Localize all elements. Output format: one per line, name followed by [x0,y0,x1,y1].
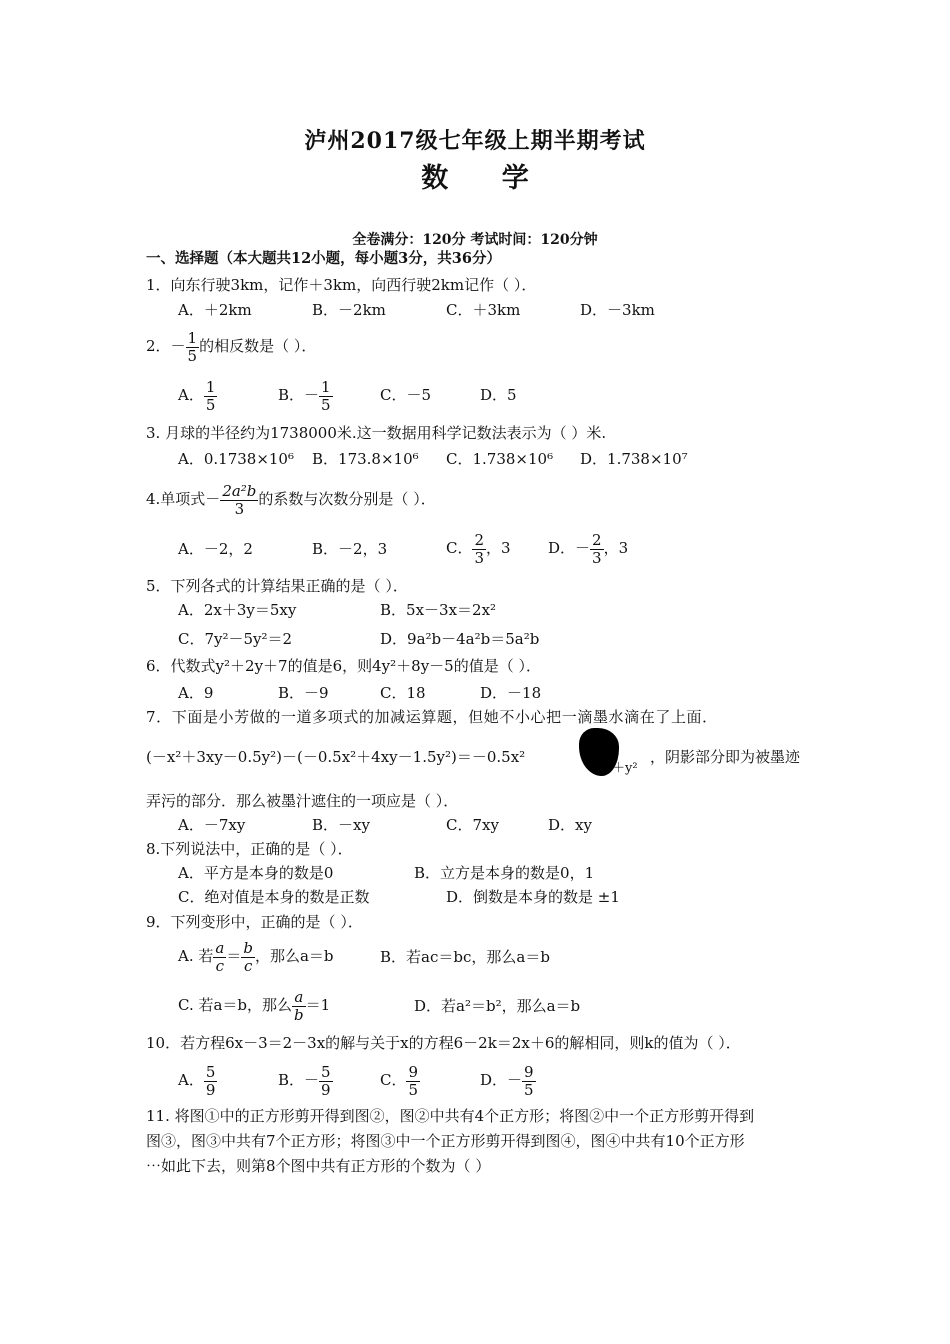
q2-b-num: 1 [321,377,331,396]
q10-c-label: C． [380,1071,407,1089]
q5-stem: 5．下列各式的计算结果正确的是（ ）． [146,577,408,595]
q9-a-fraction1 [213,940,226,975]
q4-den: 3 [234,499,245,518]
q10-c-den: 5 [408,1080,419,1099]
q9-c-den: b [294,1005,304,1024]
q10-a-fraction [204,1064,218,1099]
q10-option-a [178,1060,217,1100]
q2-b-label: B．－ [278,386,320,404]
q6-option-b: B．－9 [278,684,329,702]
q10-a-label: A． [178,1071,204,1089]
q4-option-b: B．－2，3 [312,540,388,558]
section-heading: 一、选择题（本大题共12小题，每小题3分，共36分） [146,250,501,267]
q7-stem: 7．下面是小芳做的一道多项式的加减运算题，但她不小心把一滴墨水滴在了上面． [146,708,718,726]
q9-a-eq: ＝ [226,947,242,965]
q6-option-d: D．－18 [480,684,542,702]
q9-a-label: A. 若 [178,947,214,965]
q9-option-a [178,936,334,976]
q5-option-b: B．5x－3x＝2x² [380,601,497,619]
q6-option-a: A．9 [178,684,214,702]
q10-b-fraction [319,1064,333,1099]
q9-a-tail: ，那么a＝b [254,947,334,965]
q10-c-fraction [406,1064,420,1099]
q10-a-num: 5 [205,1062,216,1081]
q2-fraction [186,330,200,365]
q8-stem: 8.下列说法中，正确的是（ ）． [146,840,353,858]
q9-option-d: D．若a²＝b²，那么a＝b [414,997,581,1015]
q7-option-c: C．7xy [446,816,499,834]
q11-line1: 11. 将图①中的正方形剪开得到图②，图②中共有4个正方形；将图②中一个正方形剪开得到 [146,1107,755,1125]
q7-option-a: A．－7xy [178,816,246,834]
q4-c-tail: ，3 [486,539,511,557]
q1-option-d: D．－3km [580,301,655,319]
q4-c-fraction [472,532,486,567]
q4-fraction [220,483,258,518]
q4-option-a: A．－2，2 [178,540,253,558]
subject-title: 数 学 [421,163,551,194]
q9-option-b: B．若ac＝bc，那么a＝b [380,948,550,966]
q3-option-a: A．0.1738×10⁶ [178,450,294,468]
q2-a-label: A． [178,386,204,404]
q2-a-fraction [204,379,218,414]
q3-option-c: C．1.738×10⁶ [446,450,554,468]
q8-option-a: A．平方是本身的数是0 [178,864,334,882]
q2-suffix: 的相反数是（ ）． [199,337,317,355]
q4-stem [146,479,436,519]
q9-a-num2: b [243,938,253,957]
q4-prefix: 4.单项式－ [146,490,221,508]
q2-num: 1 [187,328,198,347]
q8-option-c: C．绝对值是本身的数是正数 [178,888,370,906]
q4-option-d [548,528,628,568]
q4-num: 2a²b [222,481,257,500]
q2-option-b [278,375,333,415]
q10-d-label: D．－ [480,1071,523,1089]
q7-formula-left: (－x²＋3xy－0.5y²)－(－0.5x²＋4xy－1.5y²)＝－0.5x² [146,748,526,766]
q1-option-c: C．＋3km [446,301,521,319]
q7-option-d: D．xy [548,816,592,834]
q10-b-label: B．－ [278,1071,320,1089]
q9-a-den1: c [215,956,225,975]
q5-option-c: C．7y²－5y²＝2 [178,630,293,648]
q6-stem: 6．代数式y²＋2y＋7的值是6，则4y²＋8y－5的值是（ ）． [146,657,541,675]
q2-b-fraction [319,379,333,414]
q5-option-d: D．9a²b－4a²b＝5a²b [380,630,540,648]
q4-d-num: 2 [592,530,602,549]
q4-d-label: D．－ [548,539,591,557]
q5-option-a: A．2x＋3y＝5xy [178,601,297,619]
q10-c-num: 9 [408,1062,419,1081]
q3-stem: 3. 月球的半径约为1738000米.这一数据用科学记数法表示为（ ）米. [146,424,607,442]
q10-option-d [480,1060,536,1100]
q9-stem: 9．下列变形中，正确的是（ ）． [146,913,363,931]
q10-a-den: 9 [205,1080,216,1099]
q10-d-fraction [522,1064,536,1099]
q7-formula-tail: ，阴影部分即为被墨迹 [650,748,801,766]
q7-formula-right: ＋y² [612,761,638,776]
q10-option-b [278,1060,333,1100]
q4-d-tail: ，3 [603,539,629,557]
q1-option-b: B．－2km [312,301,386,319]
q9-option-c [178,985,330,1025]
q4-option-c [446,528,511,568]
q7-option-b: B．－xy [312,816,370,834]
q10-b-num: 5 [321,1062,331,1081]
q4-suffix: 的系数与次数分别是（ ）． [258,490,436,508]
q2-option-c: C．－5 [380,386,432,404]
q11-line3: ⋯如此下去，则第8个图中共有正方形的个数为（ ） [146,1157,491,1175]
q9-c-fraction [292,989,306,1024]
q7-stem-cont: 弄污的部分．那么被墨汁遮住的一项应是（ ）． [146,792,459,810]
q10-d-den: 5 [524,1080,534,1099]
q1-option-a: A．＋2km [178,301,252,319]
q10-stem: 10．若方程6x－3＝2－3x的解与关于x的方程6－2k＝2x＋6的解相同，则k的值为（ ）． [146,1034,741,1052]
q8-option-d: D．倒数是本身的数是 ±1 [446,888,620,906]
q10-option-c [380,1060,420,1100]
q2-prefix: 2．－ [146,337,186,355]
q2-a-den: 5 [205,395,216,414]
q9-a-fraction2 [241,940,255,975]
q11-line2: 图③，图③中共有7个正方形；将图③中一个正方形剪开得到图④，图④中共有10个正方形 [146,1132,745,1150]
q3-option-b: B．173.8×10⁶ [312,450,419,468]
q2-option-a [178,375,217,415]
q4-d-den: 3 [592,548,602,567]
q9-a-den2: c [243,956,253,975]
q4-d-fraction [590,532,604,567]
q2-a-num: 1 [205,377,216,396]
q4-c-den: 3 [474,548,485,567]
q1-stem: 1．向东行驶3km，记作＋3km，向西行驶2km记作（ ）． [146,276,537,294]
q2-den: 5 [187,346,198,365]
q3-option-d: D．1.738×10⁷ [580,450,688,468]
q9-c-num: a [292,989,306,1007]
q10-b-den: 9 [321,1080,331,1099]
q9-c-tail: ＝1 [305,996,331,1014]
q2-b-den: 5 [321,395,331,414]
q4-c-label: C． [446,539,473,557]
q2-option-d: D．5 [480,386,517,404]
exam-title: 泸州2017级七年级上期半期考试 [304,128,646,154]
exam-meta: 全卷满分：120分 考试时间：120分钟 [352,232,598,248]
q9-a-num1: a [215,938,225,957]
q9-c-label: C. 若a＝b，那么 [178,996,293,1014]
q8-option-b: B．立方是本身的数是0，1 [414,864,595,882]
q2-stem [146,326,316,366]
q4-c-num: 2 [474,530,485,549]
q6-option-c: C．18 [380,684,426,702]
q10-d-num: 9 [524,1062,534,1081]
